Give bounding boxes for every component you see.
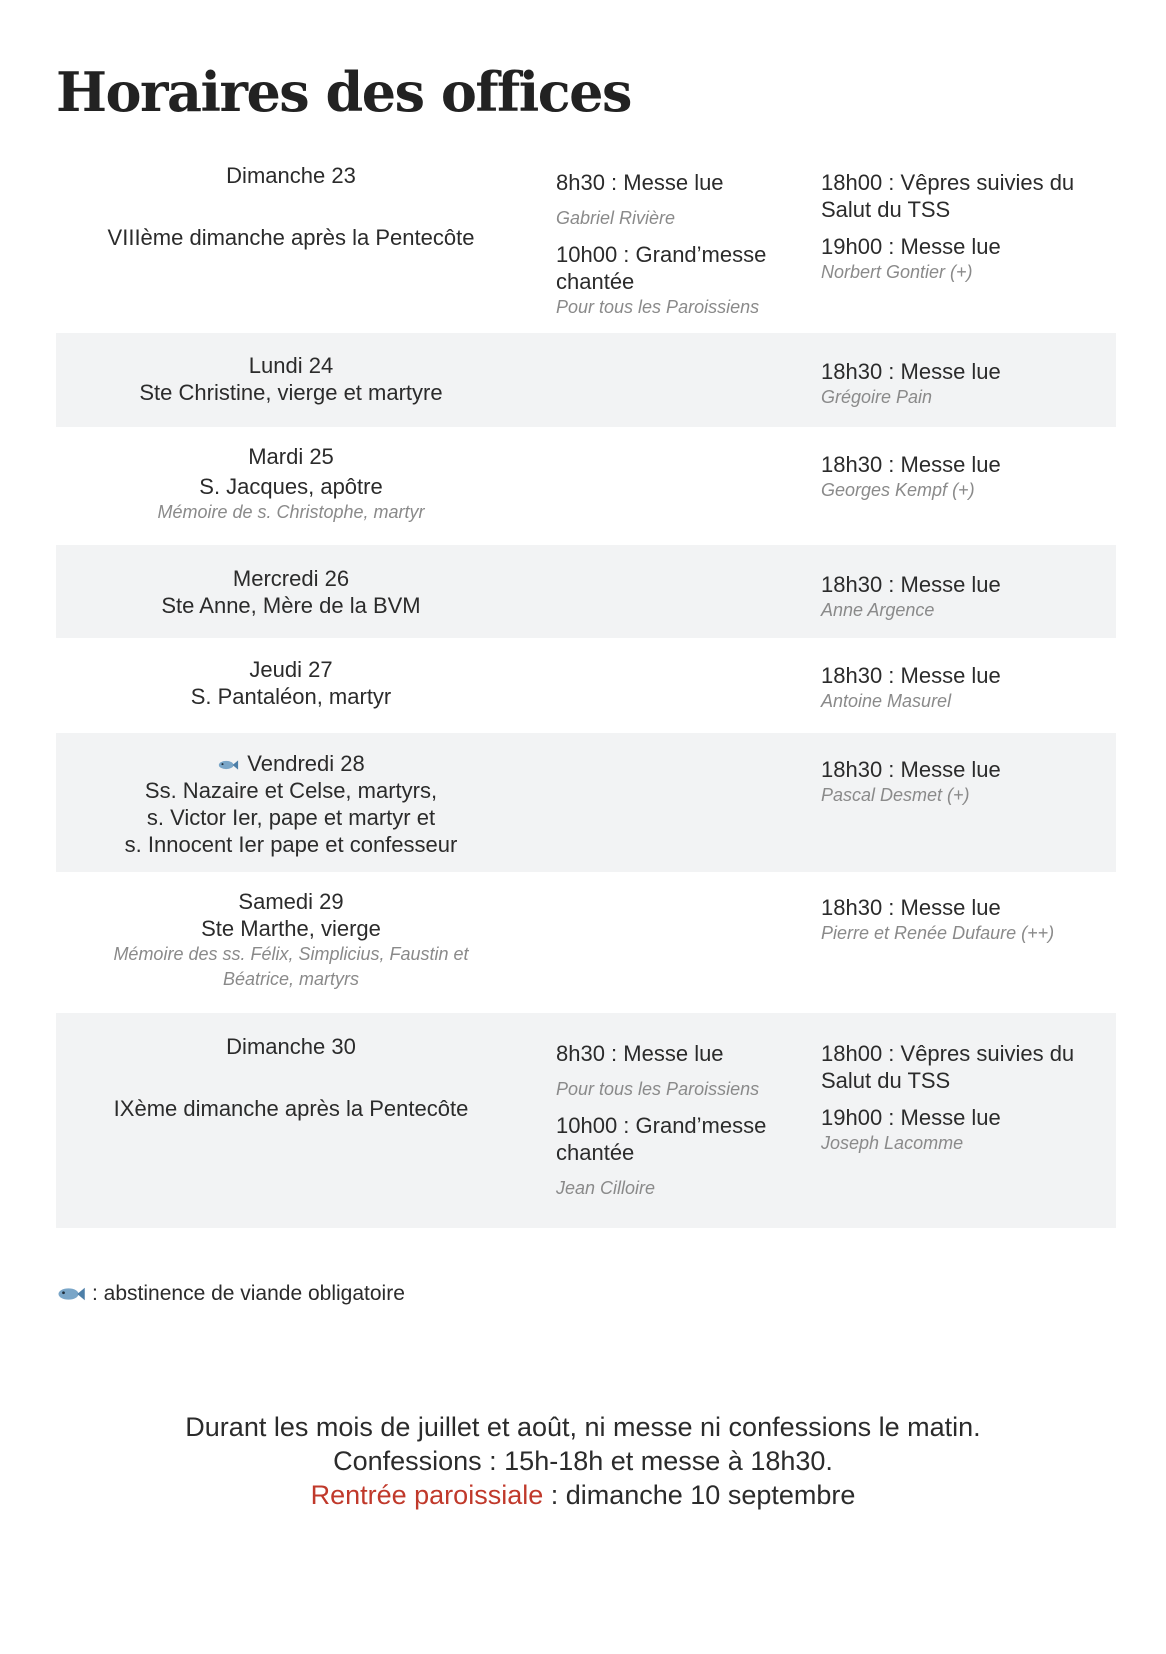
schedule-row-monday-24 bbox=[56, 333, 1116, 427]
service-time: 18h30 : Messe lue bbox=[821, 757, 1001, 782]
day-label: Dimanche 30 bbox=[226, 1034, 356, 1059]
rentree-date: : dimanche 10 septembre bbox=[543, 1480, 856, 1510]
announcement bbox=[0, 1410, 1166, 1512]
day-label: Mardi 25 bbox=[248, 444, 334, 469]
announcement-line: Confessions : 15h-18h et messe à 18h30. bbox=[333, 1446, 833, 1476]
mass-intention: Grégoire Pain bbox=[821, 387, 933, 407]
fish-icon bbox=[217, 758, 239, 772]
schedule-row-sunday-30 bbox=[56, 1013, 1116, 1228]
mass-intention: Pierre et Renée Dufaure (++) bbox=[821, 923, 1055, 943]
commemoration-note: Mémoire de s. Christophe, martyr bbox=[157, 502, 425, 522]
commemoration-note: Béatrice, martyrs bbox=[222, 969, 360, 989]
feast-label: Ste Anne, Mère de la BVM bbox=[161, 593, 421, 618]
mass-intention: Pascal Desmet (+) bbox=[821, 785, 970, 805]
service-time: 18h30 : Messe lue bbox=[821, 895, 1001, 920]
rentree-highlight: Rentrée paroissiale bbox=[310, 1480, 544, 1510]
feast-label: s. Innocent Ier pape et confesseur bbox=[124, 832, 458, 857]
mass-intention: Pour tous les Paroissiens bbox=[556, 1079, 760, 1099]
service-time: 18h30 : Messe lue bbox=[821, 572, 1001, 597]
page-title: Horaires des offices bbox=[56, 60, 631, 124]
day-label: Jeudi 27 bbox=[249, 657, 333, 682]
feast-label: Ss. Nazaire et Celse, martyrs, bbox=[144, 778, 438, 803]
fish-legend bbox=[56, 1282, 405, 1306]
feast-label: S. Pantaléon, martyr bbox=[190, 684, 392, 709]
mass-intention: Jean Cilloire bbox=[556, 1178, 656, 1198]
service-time: 18h00 : Vêpres suivies du Salut du TSS bbox=[821, 170, 1075, 222]
mass-intention: Gabriel Rivière bbox=[556, 208, 676, 228]
feast-label: S. Jacques, apôtre bbox=[199, 474, 383, 499]
mass-intention: Pour tous les Paroissiens bbox=[556, 297, 760, 317]
service-time: 10h00 : Grand’messe chantée bbox=[556, 1113, 767, 1165]
schedule-row-saturday-29 bbox=[56, 873, 1116, 1012]
service-time: 19h00 : Messe lue bbox=[821, 234, 1001, 259]
schedule-row-thursday-27 bbox=[56, 639, 1116, 732]
day-label: Vendredi 28 bbox=[247, 751, 365, 776]
service-time: 10h00 : Grand’messe chantée bbox=[556, 242, 767, 294]
day-label: Dimanche 23 bbox=[226, 163, 356, 188]
fish-icon bbox=[56, 1284, 86, 1304]
day-label: Lundi 24 bbox=[248, 353, 334, 378]
schedule-row-sunday-23 bbox=[56, 160, 1116, 332]
mass-intention: Anne Argence bbox=[821, 600, 935, 620]
schedule-row-tuesday-25 bbox=[56, 428, 1116, 544]
feast-label: VIIIème dimanche après la Pentecôte bbox=[107, 225, 475, 250]
feast-label: IXème dimanche après la Pentecôte bbox=[113, 1096, 469, 1121]
service-time: 18h30 : Messe lue bbox=[821, 663, 1001, 688]
feast-label: Ste Christine, vierge et martyre bbox=[139, 380, 443, 405]
commemoration-note: Mémoire des ss. Félix, Simplicius, Faustin et bbox=[113, 944, 469, 964]
mass-intention: Norbert Gontier (+) bbox=[821, 262, 973, 282]
schedule-row-friday-28 bbox=[56, 733, 1116, 872]
service-time: 18h30 : Messe lue bbox=[821, 359, 1001, 384]
service-time: 18h30 : Messe lue bbox=[821, 452, 1001, 477]
mass-intention: Antoine Masurel bbox=[821, 691, 952, 711]
day-header bbox=[56, 750, 526, 777]
service-time: 8h30 : Messe lue bbox=[556, 170, 724, 195]
announcement-line bbox=[0, 1478, 1166, 1512]
service-time: 19h00 : Messe lue bbox=[821, 1105, 1001, 1130]
mass-intention: Joseph Lacomme bbox=[821, 1133, 964, 1153]
feast-label: s. Victor Ier, pape et martyr et bbox=[146, 805, 436, 830]
legend-text: : abstinence de viande obligatoire bbox=[92, 1282, 405, 1305]
service-time: 18h00 : Vêpres suivies du Salut du TSS bbox=[821, 1041, 1075, 1093]
day-label: Mercredi 26 bbox=[232, 566, 350, 591]
schedule-row-wednesday-26 bbox=[56, 545, 1116, 638]
day-label: Samedi 29 bbox=[238, 889, 344, 914]
announcement-line: Durant les mois de juillet et août, ni messe ni confessions le matin. bbox=[185, 1412, 981, 1442]
service-time: 8h30 : Messe lue bbox=[556, 1041, 724, 1066]
feast-label: Ste Marthe, vierge bbox=[201, 916, 381, 941]
mass-intention: Georges Kempf (+) bbox=[821, 480, 975, 500]
